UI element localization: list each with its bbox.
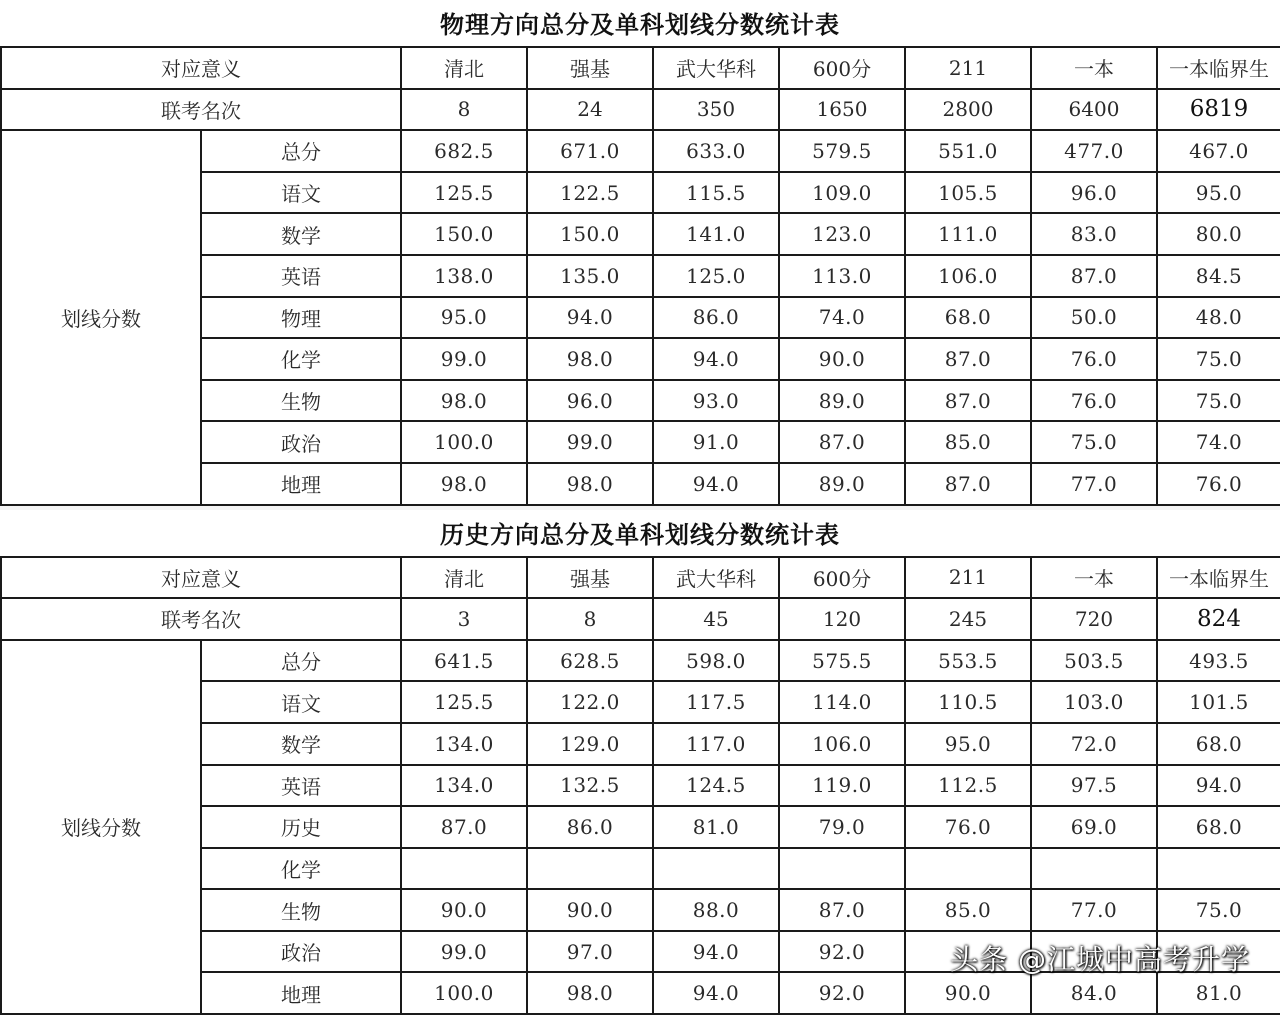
score-cell: 553.5 <box>905 640 1031 682</box>
column-header: 一本临界生 <box>1157 47 1280 89</box>
score-cell: 74.0 <box>779 297 905 339</box>
score-cell: 68.0 <box>1157 723 1280 765</box>
score-cell: 94.0 <box>527 297 653 339</box>
score-cell: 98.0 <box>401 463 527 505</box>
subject-cell: 历史 <box>201 806 401 848</box>
score-cell: 99.0 <box>401 931 527 973</box>
score-cell: 90.0 <box>401 889 527 931</box>
header-label: 对应意义 <box>1 557 401 599</box>
score-cell: 119.0 <box>779 765 905 807</box>
subject-cell: 生物 <box>201 889 401 931</box>
subject-cell: 英语 <box>201 765 401 807</box>
rank-cell: 245 <box>905 598 1031 640</box>
score-cell: 125.5 <box>401 172 527 214</box>
subject-cell: 英语 <box>201 255 401 297</box>
score-cell: 88.0 <box>653 889 779 931</box>
rank-cell: 824 <box>1157 598 1280 640</box>
score-cell: 115.5 <box>653 172 779 214</box>
score-cell: 81.0 <box>653 806 779 848</box>
score-cell: 100.0 <box>401 972 527 1014</box>
score-cell: 74.0 <box>1157 421 1280 463</box>
score-cell: 87.0 <box>905 463 1031 505</box>
score-cell: 92.0 <box>779 931 905 973</box>
score-cell: 89.0 <box>779 463 905 505</box>
column-header: 一本 <box>1031 557 1157 599</box>
score-cell: 48.0 <box>1157 297 1280 339</box>
score-cell: 76.0 <box>1031 338 1157 380</box>
physics-table-title: 物理方向总分及单科划线分数统计表 <box>440 10 840 39</box>
score-cell: 109.0 <box>779 172 905 214</box>
table-row <box>1 130 1280 172</box>
score-cell: 134.0 <box>401 765 527 807</box>
score-cell: 87.0 <box>779 421 905 463</box>
score-cell: 671.0 <box>527 130 653 172</box>
score-cell: 80.0 <box>1157 213 1280 255</box>
score-cell: 98.0 <box>527 463 653 505</box>
score-cell: 129.0 <box>527 723 653 765</box>
score-cell <box>905 848 1031 890</box>
score-cell: 575.5 <box>779 640 905 682</box>
score-cell: 99.0 <box>401 338 527 380</box>
score-cell <box>401 848 527 890</box>
score-cell: 122.0 <box>527 681 653 723</box>
rank-row <box>1 89 1280 131</box>
score-cell: 95.0 <box>905 723 1031 765</box>
column-header: 武大华科 <box>653 47 779 89</box>
score-cell: 628.5 <box>527 640 653 682</box>
subject-cell: 地理 <box>201 972 401 1014</box>
rank-cell: 45 <box>653 598 779 640</box>
score-cell: 503.5 <box>1031 640 1157 682</box>
score-cell: 76.0 <box>1031 380 1157 422</box>
score-cell: 87.0 <box>401 806 527 848</box>
score-cell: 111.0 <box>905 213 1031 255</box>
subject-cell: 化学 <box>201 848 401 890</box>
score-cell: 103.0 <box>1031 681 1157 723</box>
score-cell: 75.0 <box>1157 889 1280 931</box>
rank-cell: 350 <box>653 89 779 131</box>
score-cell: 85.0 <box>905 889 1031 931</box>
score-cell: 132.5 <box>527 765 653 807</box>
rank-label: 联考名次 <box>1 598 401 640</box>
score-cell: 150.0 <box>401 213 527 255</box>
score-cell: 467.0 <box>1157 130 1280 172</box>
subject-cell: 语文 <box>201 681 401 723</box>
score-cell: 598.0 <box>653 640 779 682</box>
score-cell: 75.0 <box>1157 338 1280 380</box>
score-cell: 113.0 <box>779 255 905 297</box>
column-header: 600分 <box>779 47 905 89</box>
score-cell: 94.0 <box>653 931 779 973</box>
rank-row <box>1 598 1280 640</box>
history-table-title: 历史方向总分及单科划线分数统计表 <box>440 519 840 549</box>
score-cell: 90.0 <box>905 972 1031 1014</box>
score-cell: 98.0 <box>401 380 527 422</box>
score-cell: 106.0 <box>779 723 905 765</box>
score-cell <box>779 848 905 890</box>
subject-cell: 生物 <box>201 380 401 422</box>
score-cell: 150.0 <box>527 213 653 255</box>
score-cell: 117.0 <box>653 723 779 765</box>
physics-score-table <box>0 46 1280 506</box>
score-cell: 94.0 <box>1157 765 1280 807</box>
score-cell: 135.0 <box>527 255 653 297</box>
subject-cell: 地理 <box>201 463 401 505</box>
score-cell <box>1031 848 1157 890</box>
score-cell: 94.0 <box>653 463 779 505</box>
score-cell: 100.0 <box>401 421 527 463</box>
column-header: 一本临界生 <box>1157 557 1280 599</box>
score-cell: 90.0 <box>779 338 905 380</box>
subject-cell: 数学 <box>201 723 401 765</box>
score-cell: 91.0 <box>653 421 779 463</box>
score-cell <box>653 848 779 890</box>
score-cell: 95.0 <box>401 297 527 339</box>
score-cell: 125.0 <box>653 255 779 297</box>
score-cell: 99.0 <box>527 421 653 463</box>
score-cell: 641.5 <box>401 640 527 682</box>
score-cell <box>1157 848 1280 890</box>
score-cell: 551.0 <box>905 130 1031 172</box>
score-cell: 138.0 <box>401 255 527 297</box>
rank-cell: 24 <box>527 89 653 131</box>
score-cell: 68.0 <box>1157 806 1280 848</box>
score-cell: 77.0 <box>1031 889 1157 931</box>
column-header: 清北 <box>401 47 527 89</box>
subject-cell: 物理 <box>201 297 401 339</box>
group-label: 划线分数 <box>1 130 201 504</box>
watermark: 头条 @江城中高考升学 <box>950 943 1250 976</box>
score-cell: 125.5 <box>401 681 527 723</box>
column-header: 强基 <box>527 47 653 89</box>
table-row <box>1 640 1280 682</box>
rank-cell: 120 <box>779 598 905 640</box>
rank-cell: 2800 <box>905 89 1031 131</box>
score-cell: 95.0 <box>1157 172 1280 214</box>
score-cell: 77.0 <box>1031 463 1157 505</box>
score-cell: 75.0 <box>1157 380 1280 422</box>
score-cell: 87.0 <box>905 338 1031 380</box>
score-cell: 122.5 <box>527 172 653 214</box>
score-cell: 86.0 <box>653 297 779 339</box>
column-header: 一本 <box>1031 47 1157 89</box>
score-cell: 112.5 <box>905 765 1031 807</box>
score-cell: 68.0 <box>905 297 1031 339</box>
header-row <box>1 47 1280 89</box>
score-cell: 86.0 <box>527 806 653 848</box>
score-cell: 105.5 <box>905 172 1031 214</box>
subject-cell: 语文 <box>201 172 401 214</box>
score-cell: 84.0 <box>1031 972 1157 1014</box>
subject-cell: 政治 <box>201 421 401 463</box>
score-cell: 81.0 <box>1157 972 1280 1014</box>
score-cell: 97.0 <box>527 931 653 973</box>
score-cell: 87.0 <box>1031 255 1157 297</box>
score-cell: 682.5 <box>401 130 527 172</box>
score-cell: 106.0 <box>905 255 1031 297</box>
score-cell: 114.0 <box>779 681 905 723</box>
score-cell: 75.0 <box>1031 421 1157 463</box>
score-cell: 96.0 <box>527 380 653 422</box>
column-header: 211 <box>905 557 1031 599</box>
column-header: 211 <box>905 47 1031 89</box>
group-label: 划线分数 <box>1 640 201 1014</box>
rank-cell: 6819 <box>1157 89 1280 131</box>
rank-cell: 3 <box>401 598 527 640</box>
score-cell: 85.0 <box>905 421 1031 463</box>
subject-cell: 总分 <box>201 640 401 682</box>
score-cell: 94.0 <box>653 338 779 380</box>
score-cell: 123.0 <box>779 213 905 255</box>
rank-cell: 6400 <box>1031 89 1157 131</box>
rank-cell: 1650 <box>779 89 905 131</box>
score-cell: 98.0 <box>527 972 653 1014</box>
score-cell: 124.5 <box>653 765 779 807</box>
score-cell: 76.0 <box>905 806 1031 848</box>
column-header: 600分 <box>779 557 905 599</box>
rank-cell: 8 <box>527 598 653 640</box>
score-cell: 69.0 <box>1031 806 1157 848</box>
score-cell: 87.0 <box>905 380 1031 422</box>
score-cell: 83.0 <box>1031 213 1157 255</box>
subject-cell: 政治 <box>201 931 401 973</box>
score-cell: 92.0 <box>779 972 905 1014</box>
subject-cell: 总分 <box>201 130 401 172</box>
score-cell: 89.0 <box>779 380 905 422</box>
rank-cell: 8 <box>401 89 527 131</box>
score-cell: 141.0 <box>653 213 779 255</box>
subject-cell: 数学 <box>201 213 401 255</box>
score-cell: 477.0 <box>1031 130 1157 172</box>
rank-label: 联考名次 <box>1 89 401 131</box>
score-cell: 76.0 <box>1157 463 1280 505</box>
score-cell: 493.5 <box>1157 640 1280 682</box>
header-label: 对应意义 <box>1 47 401 89</box>
score-cell: 117.5 <box>653 681 779 723</box>
score-cell: 633.0 <box>653 130 779 172</box>
column-header: 强基 <box>527 557 653 599</box>
column-header: 武大华科 <box>653 557 779 599</box>
score-cell: 87.0 <box>779 889 905 931</box>
score-cell: 50.0 <box>1031 297 1157 339</box>
score-cell: 134.0 <box>401 723 527 765</box>
score-cell: 110.5 <box>905 681 1031 723</box>
score-cell: 97.5 <box>1031 765 1157 807</box>
column-header: 清北 <box>401 557 527 599</box>
rank-cell: 720 <box>1031 598 1157 640</box>
score-cell: 90.0 <box>527 889 653 931</box>
score-cell: 101.5 <box>1157 681 1280 723</box>
score-cell: 94.0 <box>653 972 779 1014</box>
score-cell: 579.5 <box>779 130 905 172</box>
physics-section <box>0 0 1280 506</box>
score-cell: 79.0 <box>779 806 905 848</box>
header-row <box>1 557 1280 599</box>
score-cell: 93.0 <box>653 380 779 422</box>
score-cell: 96.0 <box>1031 172 1157 214</box>
score-cell: 72.0 <box>1031 723 1157 765</box>
score-cell: 84.5 <box>1157 255 1280 297</box>
score-cell: 98.0 <box>527 338 653 380</box>
score-cell <box>527 848 653 890</box>
subject-cell: 化学 <box>201 338 401 380</box>
